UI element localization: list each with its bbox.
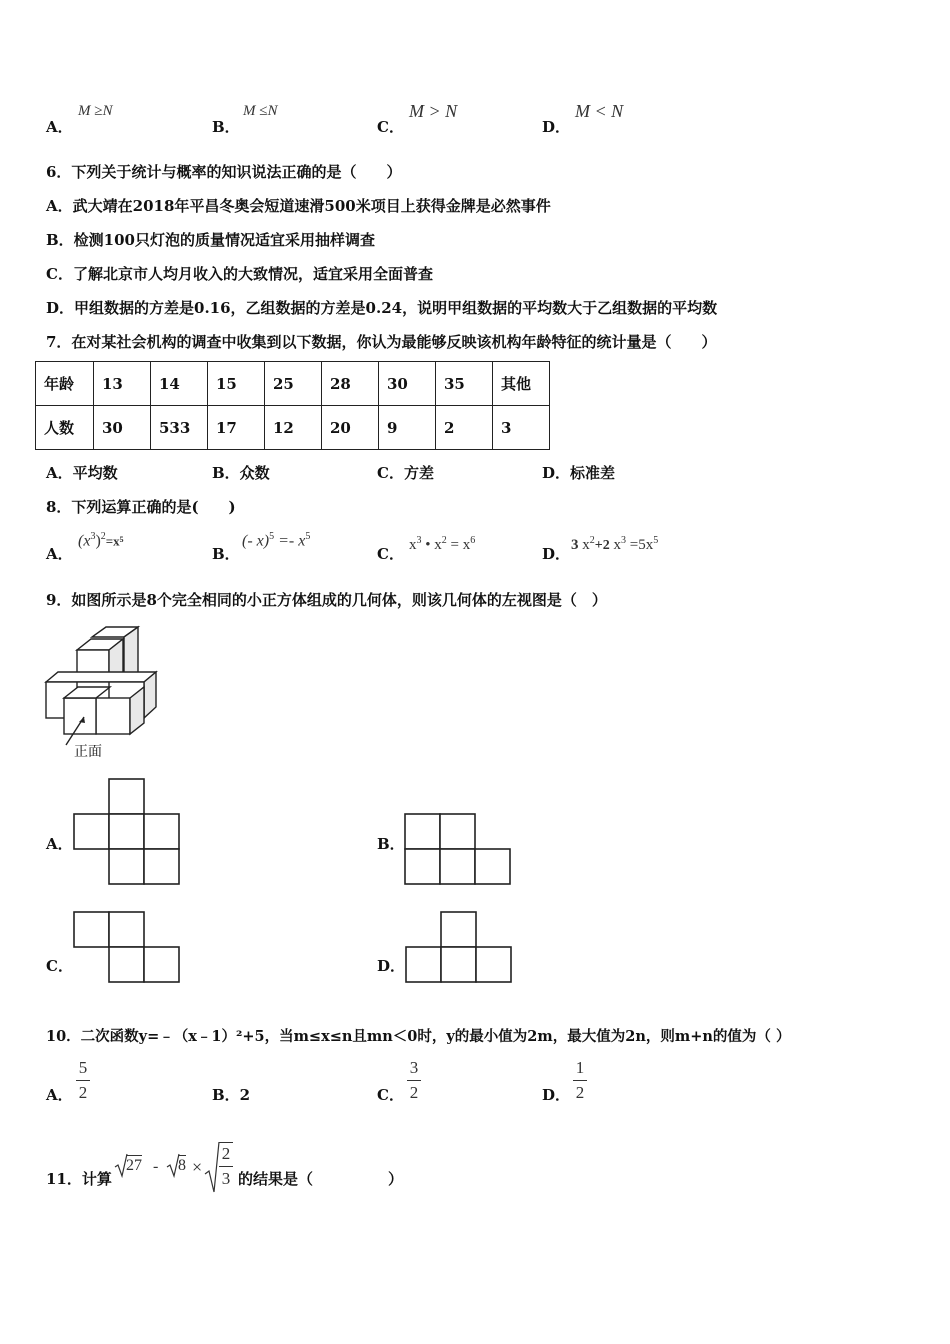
table-cell: 其他 xyxy=(493,362,550,406)
q5-option-a-label: A． xyxy=(46,118,73,136)
table-cell: 25 xyxy=(265,362,322,406)
fraction-denominator: 2 xyxy=(575,1083,585,1102)
fraction-bar xyxy=(407,1080,421,1081)
q8-option-d-expr xyxy=(571,535,658,554)
q8-b-exp: 5 xyxy=(269,531,275,542)
q5-option-d-label: D． xyxy=(542,118,571,136)
q8-d-x1: x xyxy=(582,537,590,553)
q5-option-c-label: C． xyxy=(377,118,404,136)
q7-stem: 7．在对某社会机构的调查中收集到以下数据，你认为最能够反映该机构年龄特征的统计量是（ ） xyxy=(46,333,717,351)
table-row-age xyxy=(36,362,550,406)
q7-option-a: A．平均数 xyxy=(46,464,118,482)
fraction-bar xyxy=(76,1080,90,1081)
table-cell: 13 xyxy=(94,362,151,406)
q8-d-x2: x xyxy=(613,537,621,553)
q9-3d-figure xyxy=(44,625,164,765)
table-cell: 12 xyxy=(265,406,322,450)
q9-option-b-view xyxy=(404,813,514,885)
q9-stem: 9．如图所示是8个完全相同的小正方体组成的几何体，则该几何体的左视图是（ ） xyxy=(46,591,607,609)
q11-minus: - xyxy=(153,1158,159,1175)
q6-option-c: C．了解北京市人均月收入的大致情况，适宜采用全面普查 xyxy=(46,265,433,283)
q9-option-c-label: C． xyxy=(46,957,73,975)
q10-option-d-fraction xyxy=(573,1058,587,1103)
q9-option-d-label: D． xyxy=(377,957,406,975)
q8-d-coef: 3 xyxy=(571,537,579,553)
q11-fraction xyxy=(219,1142,233,1189)
q6-stem: 6．下列关于统计与概率的知识说法正确的是（ ） xyxy=(46,163,402,181)
fraction-numerator: 5 xyxy=(78,1058,88,1077)
q8-c-e1: 3 xyxy=(416,535,422,546)
q8-option-c-expr xyxy=(409,535,475,554)
fraction-bar xyxy=(219,1166,233,1167)
q5-option-b-expr: M ≤N xyxy=(243,103,278,119)
q10-stem: 10．二次函数y=﹣（x﹣1）²+5，当m≤x≤n且mn＜0时，y的最小值为2m，最大值为2n，则m+n的值为（ ） xyxy=(46,1028,791,1045)
q8-d-plus: +2 xyxy=(594,538,610,553)
table-cell: 30 xyxy=(94,406,151,450)
q8-d-e1: 2 xyxy=(589,535,595,546)
q8-c-eq: = x xyxy=(446,537,471,553)
q11-suffix: 的结果是（ ） xyxy=(238,1170,404,1188)
q10-option-a-fraction xyxy=(76,1058,90,1103)
q10-option-c-label: C． xyxy=(377,1086,404,1104)
q8-c-dot: • x xyxy=(421,537,442,553)
q8-a-base: (x xyxy=(78,532,91,550)
q7-option-d: D．标准差 xyxy=(542,464,616,482)
q6-option-d: D．甲组数据的方差是0.16，乙组数据的方差是0.24，说明甲组数据的平均数大于乙组数据的平均数 xyxy=(46,299,718,317)
table-cell: 35 xyxy=(436,362,493,406)
fraction-denominator: 2 xyxy=(409,1083,419,1102)
q8-d-e2: 3 xyxy=(620,535,626,546)
q9-front-label: 正面 xyxy=(74,744,102,760)
table-cell: 2 xyxy=(436,406,493,450)
q6-option-a: A．武大靖在2018年平昌冬奥会短道速滑500米项目上获得金牌是必然事件 xyxy=(46,197,551,215)
q7-option-c: C．方差 xyxy=(377,464,434,482)
q8-option-a-expr xyxy=(78,531,124,550)
q5-option-d-expr: M < N xyxy=(575,101,624,121)
q8-b-lhs: (- x) xyxy=(242,532,270,550)
q8-a-inner-exp: 3 xyxy=(90,531,96,542)
table-cell: 30 xyxy=(379,362,436,406)
fraction-numerator: 2 xyxy=(221,1144,231,1163)
q8-option-b-expr xyxy=(242,531,310,550)
sqrt-sign-icon xyxy=(204,1140,220,1194)
q8-a-outer-exp: 2 xyxy=(100,531,106,542)
q10-option-a-label: A． xyxy=(46,1086,73,1104)
q8-option-b-label: B． xyxy=(212,545,240,563)
q7-data-table xyxy=(35,361,550,450)
q5-option-c-expr: M > N xyxy=(409,101,458,121)
table-cell: 17 xyxy=(208,406,265,450)
table-cell: 人数 xyxy=(36,406,94,450)
q8-b-rhs-exp: 5 xyxy=(305,531,311,542)
q8-a-result: =x⁵ xyxy=(105,533,124,549)
table-row-count xyxy=(36,406,550,450)
table-cell: 28 xyxy=(322,362,379,406)
q8-c-e2: 2 xyxy=(441,535,447,546)
table-cell: 20 xyxy=(322,406,379,450)
q8-stem: 8．下列运算正确的是( ) xyxy=(46,498,236,516)
q11-times: × xyxy=(192,1157,203,1177)
q8-option-c-label: C． xyxy=(377,545,404,563)
table-cell: 3 xyxy=(493,406,550,450)
q11-prefix: 11．计算 xyxy=(46,1170,112,1188)
fraction-denominator: 3 xyxy=(221,1169,231,1188)
table-cell: 15 xyxy=(208,362,265,406)
q6-option-b: B．检测100只灯泡的质量情况适宜采用抽样调查 xyxy=(46,231,375,249)
q8-c-x1: x xyxy=(409,537,417,553)
q11-radicand-1: 27 xyxy=(126,1157,142,1174)
table-cell: 533 xyxy=(151,406,208,450)
q9-option-b-label: B． xyxy=(377,835,405,853)
fraction-bar xyxy=(573,1080,587,1081)
q8-a-close: ) xyxy=(95,532,101,550)
q8-option-d-label: D． xyxy=(542,545,571,563)
q8-option-a-label: A． xyxy=(46,545,73,563)
q10-option-d-label: D． xyxy=(542,1086,571,1104)
q8-b-eq: =- x xyxy=(274,532,306,550)
q8-d-e3: 5 xyxy=(653,535,659,546)
fraction-denominator: 2 xyxy=(78,1083,88,1102)
fraction-numerator: 1 xyxy=(575,1058,585,1077)
q5-option-b-label: B． xyxy=(212,118,240,136)
fraction-numerator: 3 xyxy=(409,1058,419,1077)
table-cell: 14 xyxy=(151,362,208,406)
q5-option-a-expr: M ≥N xyxy=(78,103,113,119)
q9-option-a-view xyxy=(73,778,183,886)
q11-radicand-2: 8 xyxy=(178,1157,186,1174)
q10-option-c-fraction xyxy=(407,1058,421,1103)
q9-option-c-view xyxy=(73,911,183,983)
q10-option-b: B．2 xyxy=(212,1086,251,1104)
q7-option-b: B．众数 xyxy=(212,464,270,482)
q9-option-a-label: A． xyxy=(46,835,73,853)
table-cell: 9 xyxy=(379,406,436,450)
q8-d-eq: =5x xyxy=(625,537,654,553)
q9-option-d-view xyxy=(405,911,515,983)
q8-c-e3: 6 xyxy=(470,535,476,546)
table-cell: 年龄 xyxy=(36,362,94,406)
